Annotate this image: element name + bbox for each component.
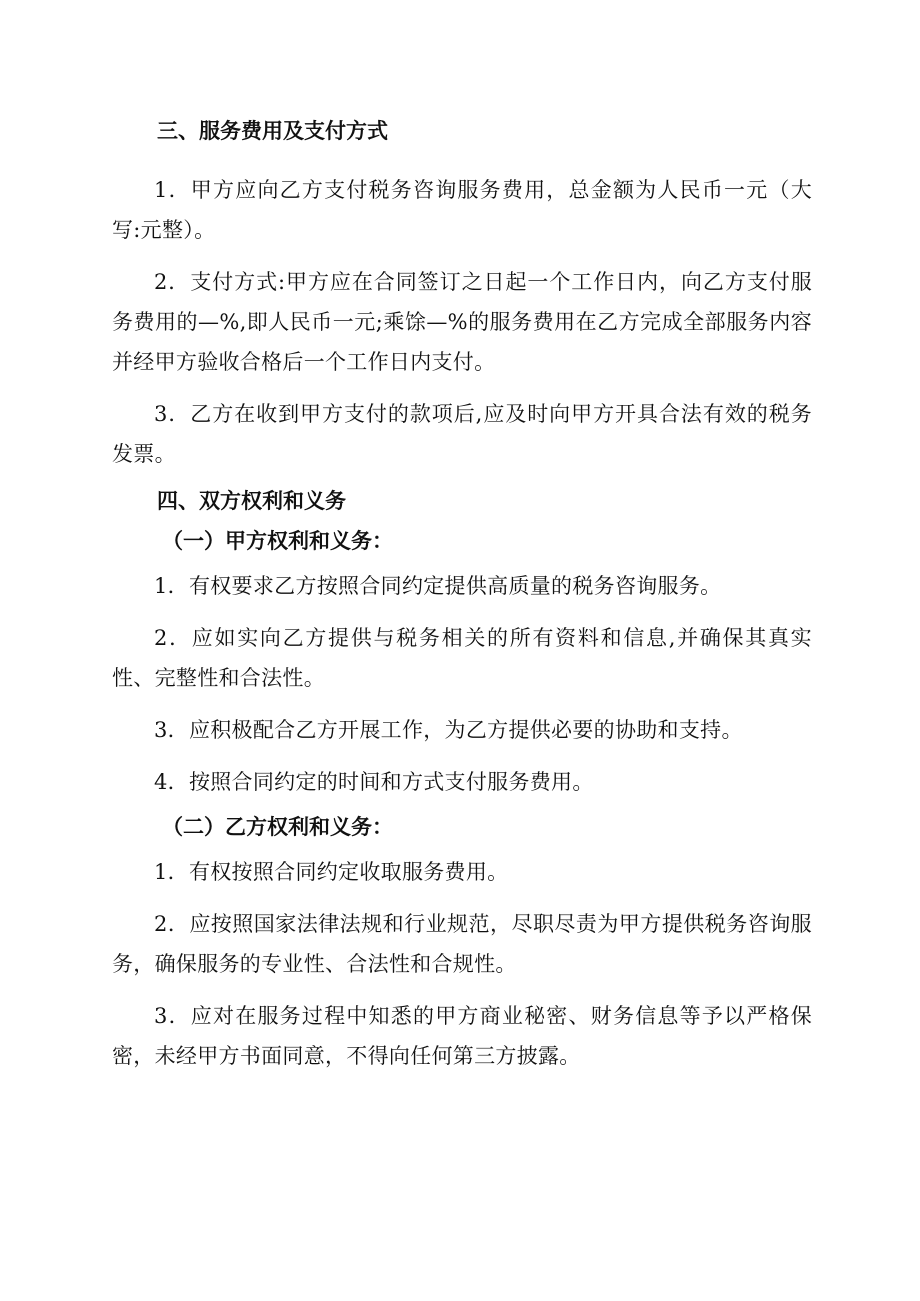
party-a-item-4: 4．按照合同约定的时间和方式支付服务费用。: [154, 770, 594, 794]
party-a-item-2: 2．应如实向乙方提供与税务相关的所有资料和信息,并确保其真实性、完整性和合法性。: [112, 626, 812, 690]
section-3-item-3: 3．乙方在收到甲方支付的款项后,应及时向甲方开具合法有效的税务发票。: [112, 402, 812, 466]
section-4-heading: 四、双方权利和义务: [157, 489, 346, 513]
party-a-item-3: 3．应积极配合乙方开展工作，为乙方提供必要的协助和支持。: [154, 718, 743, 742]
section-3-heading: 三、服务费用及支付方式: [157, 119, 388, 143]
party-a-item-1: 1．有权要求乙方按照合同约定提供高质量的税务咨询服务。: [154, 574, 722, 598]
party-b-heading: （二）乙方权利和义务：: [162, 815, 393, 839]
document-page: [112, 116, 812, 1076]
party-b-item-1: 1．有权按照合同约定收取服务费用。: [154, 860, 509, 884]
party-a-heading: （一）甲方权利和义务：: [162, 529, 393, 553]
section-3-item-2: 2．支付方式:甲方应在合同签订之日起一个工作日内，向乙方支付服务费用的—%,即人民币一元;乘馀—%的服务费用在乙方完成全部服务内容并经甲方验收合格后一个工作日内支付。: [112, 270, 812, 374]
party-b-item-2: 2．应按照国家法律法规和行业规范，尽职尽责为甲方提供税务咨询服务，确保服务的专业性、合法性和合规性。: [112, 912, 812, 976]
party-b-item-3: 3．应对在服务过程中知悉的甲方商业秘密、财务信息等予以严格保密，未经甲方书面同意，不得向任何第三方披露。: [112, 1004, 812, 1068]
section-3-item-1: 1．甲方应向乙方支付税务咨询服务费用，总金额为人民币一元（大写:元整）。: [112, 178, 812, 242]
